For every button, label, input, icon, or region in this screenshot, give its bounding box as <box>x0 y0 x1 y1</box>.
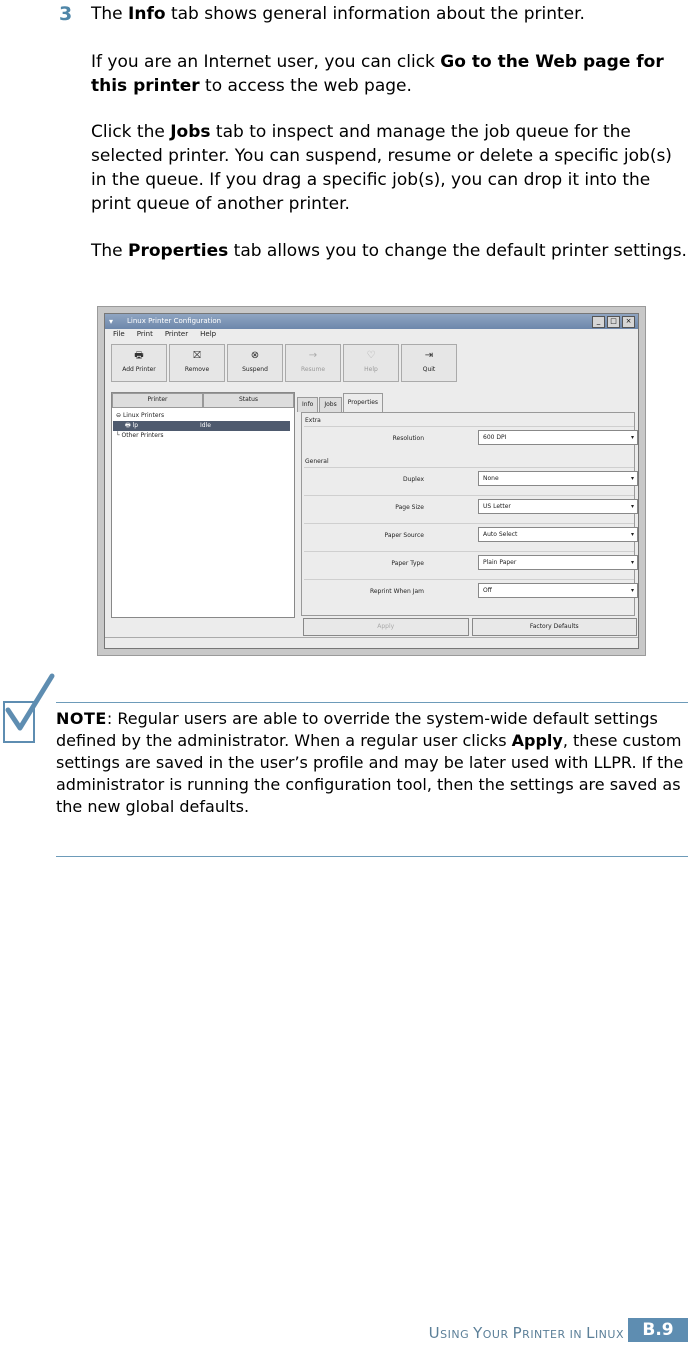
duplex-select[interactable] <box>478 471 638 486</box>
text: , these custom settings are saved in the user’s profile and may be later used with LLPR. If the administrator is running the configuration tool, then the settings are saved as the new global defaults. <box>56 731 684 816</box>
printer-icon: 🖶 <box>125 422 131 429</box>
menu-print[interactable]: Print <box>136 330 153 338</box>
property-row <box>304 495 634 518</box>
tree-root[interactable]: ⊖ Linux Printers <box>116 412 165 419</box>
info-tab-term: Info <box>128 4 166 24</box>
tool-label: Suspend <box>242 366 268 373</box>
property-row <box>304 579 634 602</box>
help-button[interactable] <box>343 344 399 382</box>
properties-body <box>301 412 635 616</box>
jobs-tab-term: Jobs <box>170 122 211 142</box>
window-title: Linux Printer Configuration <box>127 317 222 325</box>
text: Click the <box>91 122 171 142</box>
resume-icon: → <box>308 350 318 361</box>
paragraph-jobs-tab <box>91 120 691 216</box>
tool-label: Help <box>364 366 378 373</box>
paragraph-web-page <box>91 50 691 98</box>
chevron-down-icon: ▾ <box>630 531 634 538</box>
tab-properties[interactable]: Properties <box>343 393 383 412</box>
note-bottom-rule <box>56 856 688 857</box>
tab-printer[interactable]: Printer <box>112 393 203 408</box>
menu-printer[interactable]: Printer <box>164 330 189 338</box>
close-button[interactable]: × <box>622 316 635 328</box>
property-row <box>304 551 634 574</box>
printer-list-panel <box>111 392 295 618</box>
property-value: None <box>483 475 499 482</box>
printer-tree <box>112 408 294 444</box>
tab-jobs[interactable]: Jobs <box>319 397 341 412</box>
web-page-term: Go to the Web page for this printer <box>91 52 664 96</box>
suspend-button[interactable] <box>227 344 283 382</box>
running-footer <box>0 1321 624 1347</box>
group-general-label: General <box>305 458 329 465</box>
menu-file[interactable]: File <box>113 330 125 338</box>
menu-help[interactable]: Help <box>200 330 217 338</box>
text: The <box>91 4 129 24</box>
text: tab allows you to change the default printer settings. <box>228 241 687 261</box>
resume-button[interactable] <box>285 344 341 382</box>
paragraph-info-tab <box>91 2 691 26</box>
property-label: Resolution <box>392 435 424 442</box>
chevron-down-icon: ▾ <box>630 475 634 482</box>
chevron-down-icon: ▾ <box>630 587 634 594</box>
add-printer-button[interactable] <box>111 344 167 382</box>
footer-text: SING <box>440 1328 474 1341</box>
tree-other-label: Other Printers <box>121 432 164 439</box>
property-label: Paper Source <box>384 532 424 539</box>
paragraph-properties-tab <box>91 239 691 263</box>
help-icon: ♡ <box>366 350 376 361</box>
chevron-down-icon: ▾ <box>630 559 634 566</box>
text: : Regular users are able to override the system-wide default settings defined by the administrator. When a regular user clicks <box>56 709 658 750</box>
printer-status: Idle <box>200 422 211 429</box>
factory-defaults-button[interactable]: Factory Defaults <box>472 618 638 636</box>
printer-name: lp <box>132 422 139 429</box>
text: to access the web page. <box>199 76 412 96</box>
suspend-icon: ⊗ <box>250 350 260 361</box>
properties-panel <box>297 392 635 636</box>
maximize-button[interactable]: □ <box>607 316 620 328</box>
property-value: 600 DPI <box>483 434 507 441</box>
property-value: US Letter <box>483 503 511 510</box>
title-bar <box>105 314 638 329</box>
chevron-down-icon: ▾ <box>630 503 634 510</box>
page-size-select[interactable] <box>478 499 638 514</box>
footer-text: P <box>512 1324 523 1342</box>
note-heading: NOTE <box>56 709 107 728</box>
property-value: Auto Select <box>483 531 518 538</box>
tool-label: Quit <box>422 366 436 373</box>
status-bar <box>105 637 638 648</box>
paper-source-select[interactable] <box>478 527 638 542</box>
footer-text: Y <box>473 1324 483 1342</box>
printer-add-icon: 🖶 <box>134 350 144 361</box>
text: tab to inspect and manage the job queue for the selected printer. You can suspend, resume or delete a specific job(s) in the queue. If you drag a specific job(s), you can drop it into the print queue of another printer. <box>91 122 672 214</box>
note-text <box>56 708 688 818</box>
resolution-select[interactable] <box>478 430 638 445</box>
apply-button[interactable]: Apply <box>303 618 469 636</box>
page-number: B.9 <box>628 1318 688 1342</box>
group-extra-label: Extra <box>305 417 321 424</box>
checkmark-note-icon <box>0 672 56 744</box>
property-value: Off <box>483 587 492 594</box>
chevron-down-icon: ▾ <box>630 434 634 441</box>
property-label: Paper Type <box>391 560 424 567</box>
app-window <box>104 313 639 649</box>
window-menu-icon[interactable]: ▾ <box>109 317 114 326</box>
text: tab shows general information about the printer. <box>165 4 585 24</box>
apply-term: Apply <box>511 731 563 750</box>
tab-info[interactable]: Info <box>297 397 318 412</box>
properties-tab-term: Properties <box>128 241 229 261</box>
footer-text: RINTER IN <box>522 1328 587 1341</box>
property-label: Duplex <box>402 476 424 483</box>
tree-item-other[interactable]: └ Other Printers <box>116 432 164 439</box>
tab-status[interactable]: Status <box>203 393 294 408</box>
property-row <box>304 426 634 449</box>
property-row <box>304 467 634 490</box>
note-top-rule <box>56 702 688 703</box>
step-number: 3 <box>59 3 73 25</box>
property-row <box>304 523 634 546</box>
tool-label: Add Printer <box>122 366 156 373</box>
remove-button[interactable] <box>169 344 225 382</box>
toolbar <box>111 344 636 386</box>
property-label: Page Size <box>395 504 424 511</box>
property-label: Reprint When Jam <box>369 588 424 595</box>
paper-type-select[interactable] <box>478 555 638 570</box>
printer-config-screenshot <box>97 306 646 656</box>
remove-icon: ⛝ <box>193 350 201 361</box>
text: The <box>91 241 129 261</box>
tree-root-label: Linux Printers <box>122 412 165 419</box>
footer-text: L <box>586 1324 595 1342</box>
property-value: Plain Paper <box>483 559 517 566</box>
quit-button[interactable] <box>401 344 457 382</box>
minimize-button[interactable]: _ <box>592 316 605 328</box>
quit-icon: ⇥ <box>424 350 434 361</box>
tool-label: Remove <box>184 366 210 373</box>
menu-bar <box>105 330 638 342</box>
tree-item-printer[interactable] <box>113 421 290 431</box>
text: If you are an Internet user, you can click <box>91 52 441 72</box>
tool-label: Resume <box>300 366 326 373</box>
footer-text: INUX <box>594 1328 624 1341</box>
footer-text: U <box>428 1324 441 1342</box>
reprint-when-jam-select[interactable] <box>478 583 638 598</box>
footer-text: OUR <box>482 1328 513 1341</box>
